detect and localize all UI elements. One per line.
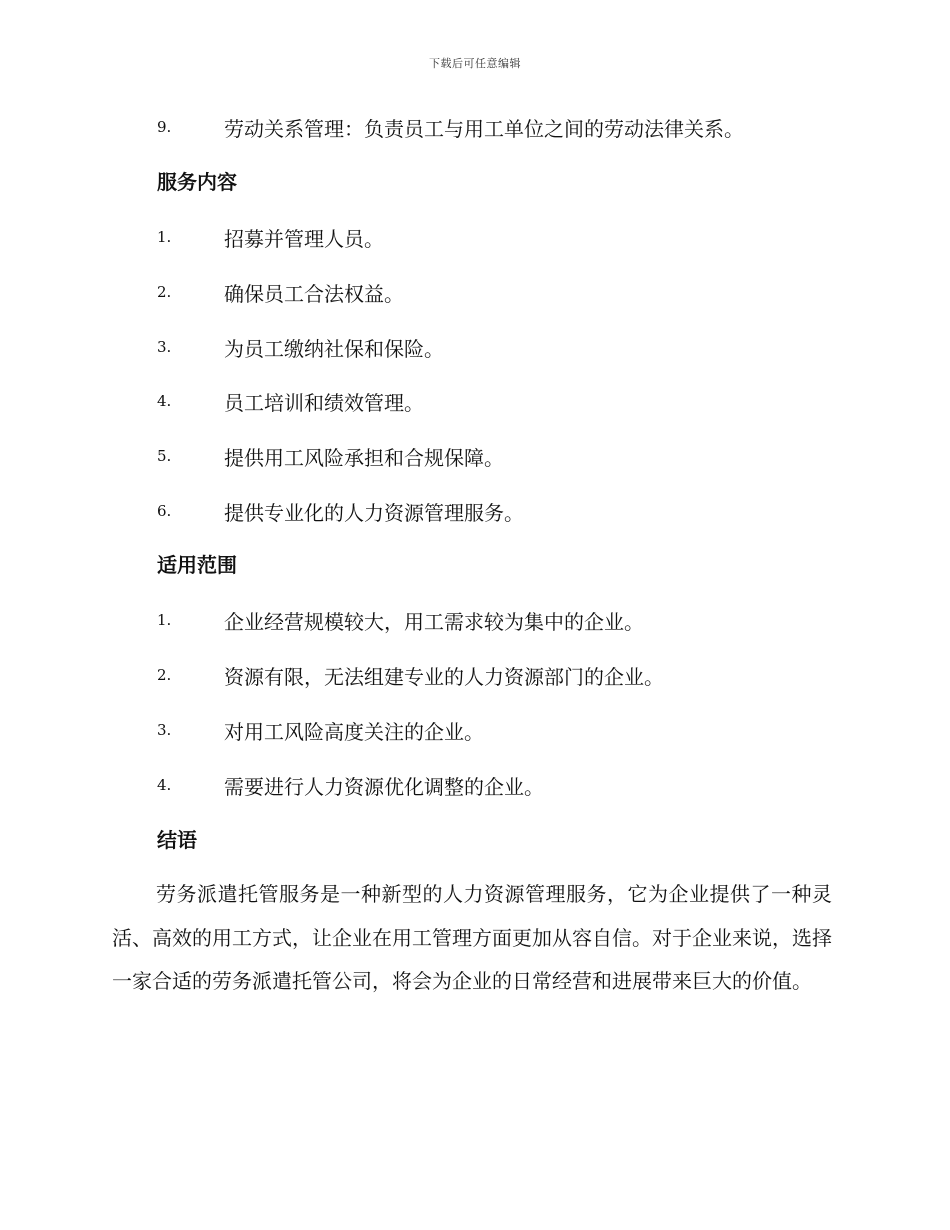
list-item [157, 332, 444, 362]
section-heading-scope: 适用范围 [157, 553, 237, 577]
list-text: 提供专业化的人力资源管理服务。 [224, 500, 524, 525]
list-text: 企业经营规模较大，用工需求较为集中的企业。 [224, 609, 644, 634]
list-item [157, 715, 484, 745]
list-number: 4. [157, 392, 172, 410]
list-text: 确保员工合法权益。 [224, 281, 404, 306]
list-number: 2. [157, 283, 172, 301]
list-item [157, 605, 644, 635]
list-text: 员工培训和绩效管理。 [224, 390, 424, 415]
list-item [157, 277, 404, 307]
list-number: 9. [157, 118, 172, 136]
header-note: 下载后可任意编辑 [429, 57, 521, 70]
list-number: 2. [157, 666, 172, 684]
list-item [157, 660, 664, 690]
list-item [157, 441, 504, 471]
list-number: 5. [157, 447, 172, 465]
section-heading-services: 服务内容 [157, 170, 237, 194]
list-text: 对用工风险高度关注的企业。 [224, 719, 484, 744]
list-text: 资源有限，无法组建专业的人力资源部门的企业。 [224, 664, 664, 689]
list-number: 3. [157, 721, 172, 739]
list-number: 1. [157, 611, 172, 629]
list-number: 3. [157, 338, 172, 356]
list-text: 招募并管理人员。 [224, 226, 384, 251]
list-number: 4. [157, 776, 172, 794]
list-item [157, 496, 524, 526]
list-text: 提供用工风险承担和合规保障。 [224, 445, 504, 470]
list-text: 需要进行人力资源优化调整的企业。 [224, 774, 544, 799]
list-item [157, 386, 424, 416]
conclusion-paragraph: 劳务派遣托管服务是一种新型的人力资源管理服务，它为企业提供了一种灵活、高效的用工方式，让企业在用工管理方面更加从容自信。对于企业来说，选择一家合适的劳务派遣托管公司，将会为企业的日常经营和进展带来巨大的价值。 [112, 882, 832, 993]
list-item [157, 222, 384, 252]
section-heading-conclusion: 结语 [157, 828, 197, 852]
list-text: 为员工缴纳社保和保险。 [224, 336, 444, 361]
list-item [157, 112, 744, 142]
list-text: 劳动关系管理：负责员工与用工单位之间的劳动法律关系。 [224, 116, 744, 141]
list-number: 6. [157, 502, 172, 520]
list-number: 1. [157, 228, 172, 246]
list-item [157, 770, 544, 800]
